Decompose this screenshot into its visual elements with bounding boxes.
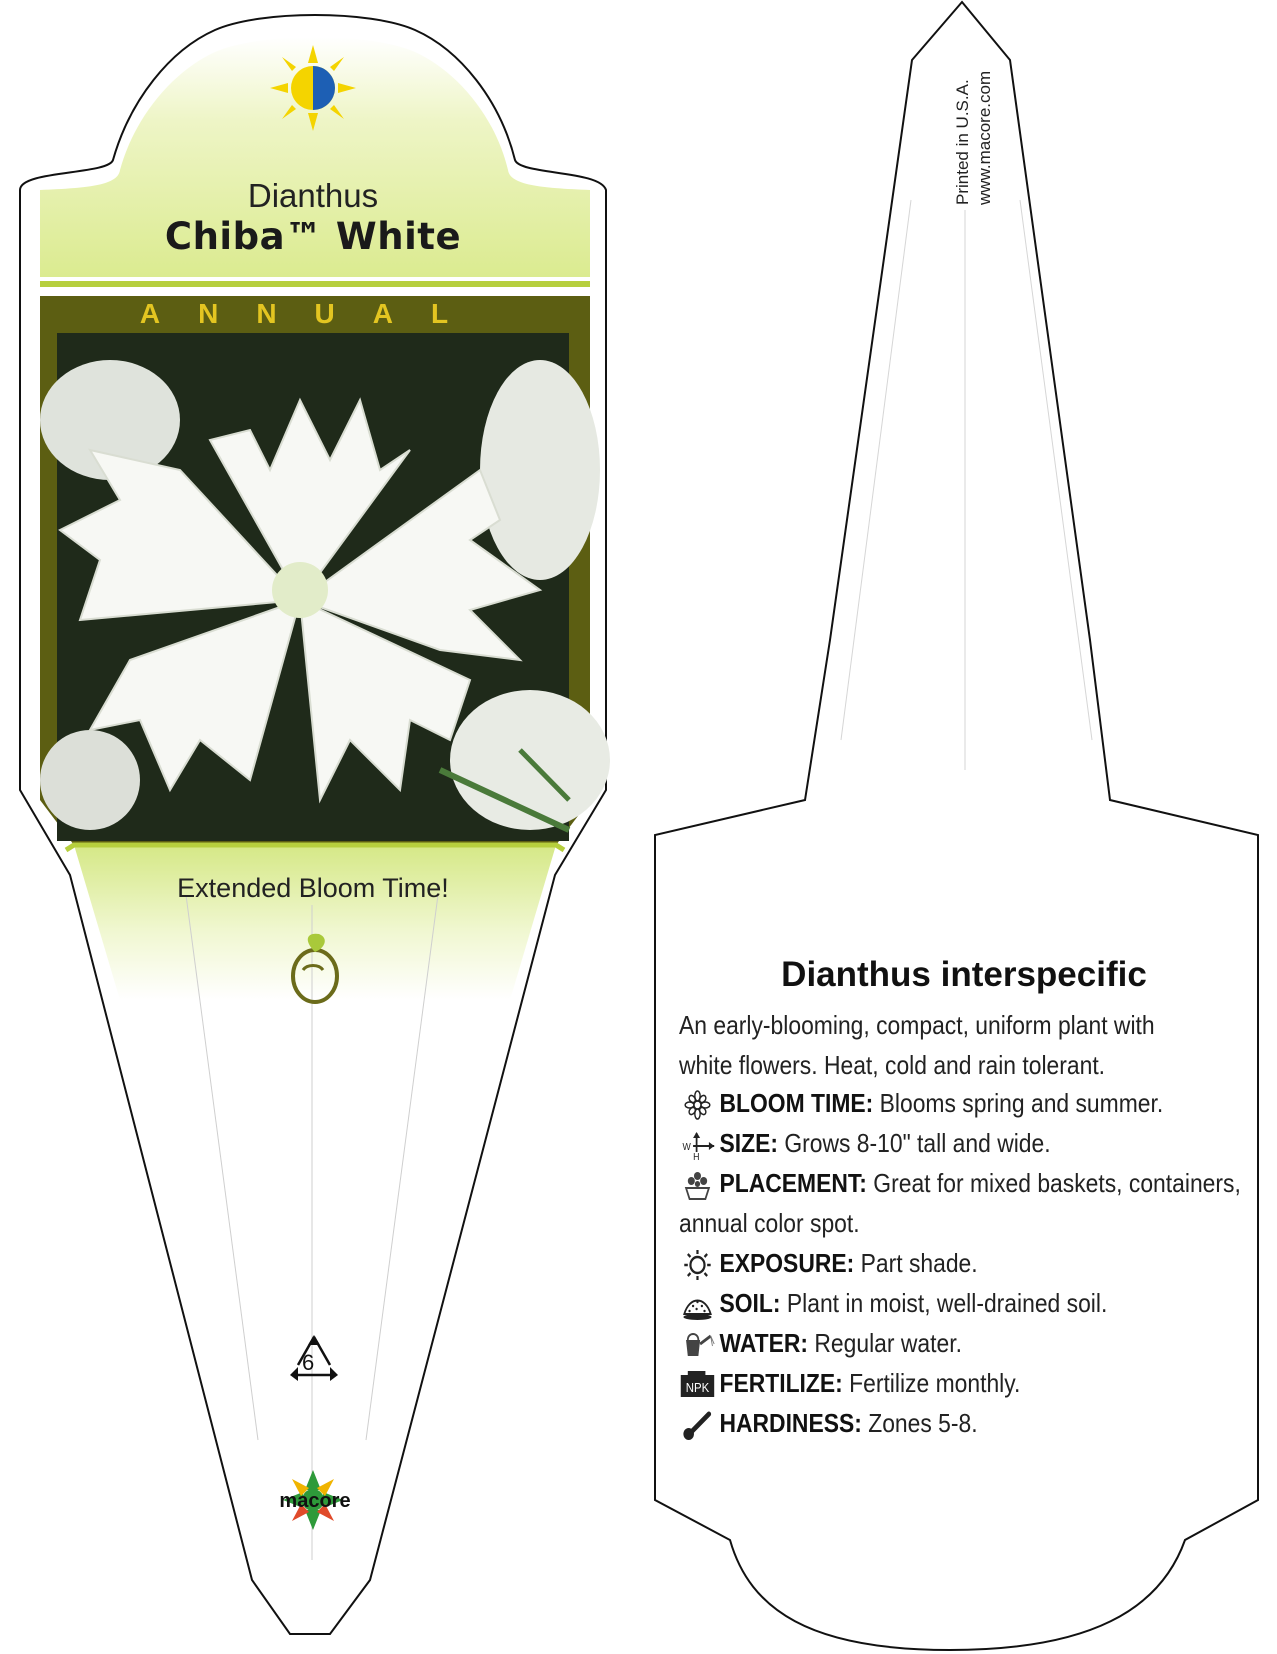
attr-label: HARDINESS: — [719, 1408, 862, 1438]
brand-name: macore — [279, 1490, 351, 1512]
attribute-water — [679, 1328, 962, 1360]
plant-genus: Dianthus — [247, 177, 379, 214]
attr-label: WATER: — [719, 1328, 809, 1358]
attr-value: Part shade. — [860, 1248, 978, 1278]
attr-label: FERTILIZE: — [719, 1368, 843, 1398]
print-info — [952, 25, 996, 205]
attribute-soil — [679, 1288, 1107, 1320]
botanical-name: Dianthus interspecific — [781, 955, 1147, 994]
attribute-placement — [679, 1168, 1241, 1200]
attr-value: Blooms spring and summer. — [879, 1088, 1164, 1118]
svg-text:W: W — [682, 1140, 691, 1153]
sun-outline-icon — [679, 1250, 716, 1280]
attr-label: EXPOSURE: — [719, 1248, 855, 1278]
recycle-code: 6 — [302, 1350, 315, 1375]
back-tag-outline — [655, 2, 1258, 1650]
flower-icon — [679, 1090, 716, 1120]
soil-icon — [679, 1290, 716, 1320]
attr-value: Plant in moist, well-drained soil. — [786, 1288, 1108, 1318]
attribute-fertilize — [679, 1368, 1020, 1400]
printed-in: Printed in U.S.A. — [953, 79, 972, 205]
part-sun-icon — [270, 45, 356, 131]
attribute-exposure — [679, 1248, 978, 1280]
size-wh-icon — [679, 1130, 716, 1160]
attribute-hardiness — [679, 1408, 978, 1440]
attr-label: SIZE: — [719, 1128, 778, 1158]
attr-label: PLACEMENT: — [719, 1168, 867, 1198]
attr-value: Zones 5-8. — [868, 1408, 978, 1438]
attr-label: SOIL: — [719, 1288, 781, 1318]
description: An early-blooming, compact, uniform plant with white flowers. Heat, cold and rain tolerant. — [679, 1010, 1155, 1080]
watering-can-icon — [679, 1330, 716, 1360]
placement-icon — [679, 1170, 716, 1200]
attribute-size — [679, 1128, 1051, 1160]
attr-value: Regular water. — [814, 1328, 962, 1358]
category-label: ANNUAL — [139, 298, 487, 329]
extended-bloom-icon — [285, 930, 345, 1010]
svg-text:H: H — [693, 1150, 700, 1161]
website: www.macore.com — [975, 70, 994, 205]
flower-photo — [40, 333, 610, 841]
attribute-bloom-time — [679, 1088, 1163, 1120]
attr-label: BLOOM TIME: — [719, 1088, 874, 1118]
tagline: Extended Bloom Time! — [177, 873, 449, 903]
npk-icon — [679, 1370, 716, 1400]
attr-value: Grows 8-10" tall and wide. — [784, 1128, 1051, 1158]
svg-text:NPK: NPK — [685, 1380, 710, 1396]
attribute-placement-cont: annual color spot. — [679, 1208, 860, 1238]
attr-value: Great for mixed baskets, containers, — [873, 1168, 1241, 1198]
thermometer-icon — [679, 1410, 716, 1440]
attr-value: Fertilize monthly. — [849, 1368, 1021, 1398]
plant-variety: Chiba™ White — [164, 215, 462, 258]
